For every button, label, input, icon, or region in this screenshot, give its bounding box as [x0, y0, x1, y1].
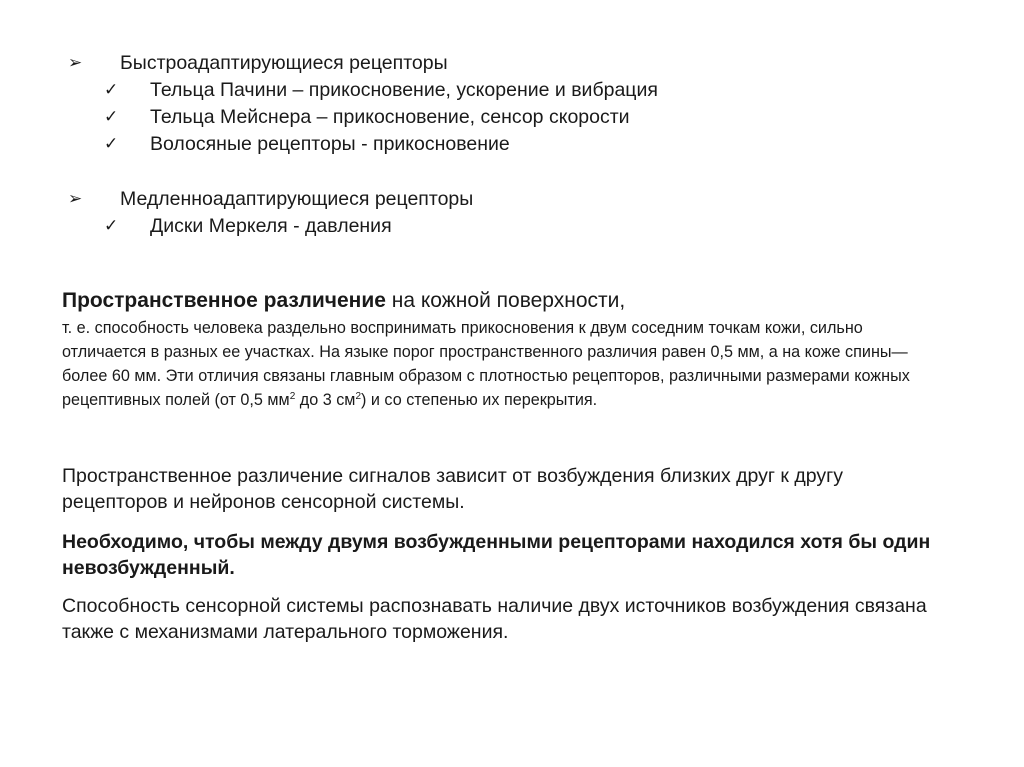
list-item: Диски Меркеля - давления [150, 215, 392, 237]
check-icon: ✓ [104, 216, 119, 235]
arrow-bullet-icon: ➢ [68, 189, 83, 208]
check-icon: ✓ [104, 107, 119, 126]
spatial-heading-bold: Пространственное различение [62, 289, 386, 312]
list-item: Тельца Пачини – прикосновение, ускорение и вибрация [150, 79, 658, 101]
arrow-bullet-icon: ➢ [68, 53, 83, 72]
spatial-paragraph-1: т. е. способность человека раздельно воспринимать прикосновения к двум соседним точкам кожи, сильно отличается в разных ее участках. На языке порог пространственного различия равен 0,5 мм, а на коже спины—более 60 мм. Эти отличия связаны главным образом с плотностью рецепторов, различными размерами кожных рецептивных полей (от 0,5 $мм^2$ до 3 $см^2$) и со степенью их перекрытия. [62, 319, 910, 409]
list-item: Тельца Мейснера – прикосновение, сенсор скорости [150, 106, 630, 128]
check-icon: ✓ [104, 80, 119, 99]
spatial-heading [62, 287, 962, 314]
fast-receptors-title: Быстроадаптирующиеся рецепторы [120, 52, 448, 74]
check-icon: ✓ [104, 134, 119, 153]
list-item: Волосяные рецепторы - прикосновение [150, 133, 510, 155]
spatial-heading-rest: на кожной поверхности, [385, 289, 626, 312]
slow-receptors-title: Медленноадаптирующиеся рецепторы [120, 188, 474, 210]
spatial-paragraph-2: Пространственное различение сигналов зависит от возбуждения близких друг к другу рецепторов и нейронов сенсорной системы. [62, 465, 843, 513]
spatial-paragraph-3: Необходимо, чтобы между двумя возбужденными рецепторами находился хотя бы один невозбужденный. [62, 531, 931, 579]
spatial-paragraph-4: Способность сенсорной системы распознавать наличие двух источников возбуждения связана также с механизмами латерального торможения. [62, 595, 927, 643]
